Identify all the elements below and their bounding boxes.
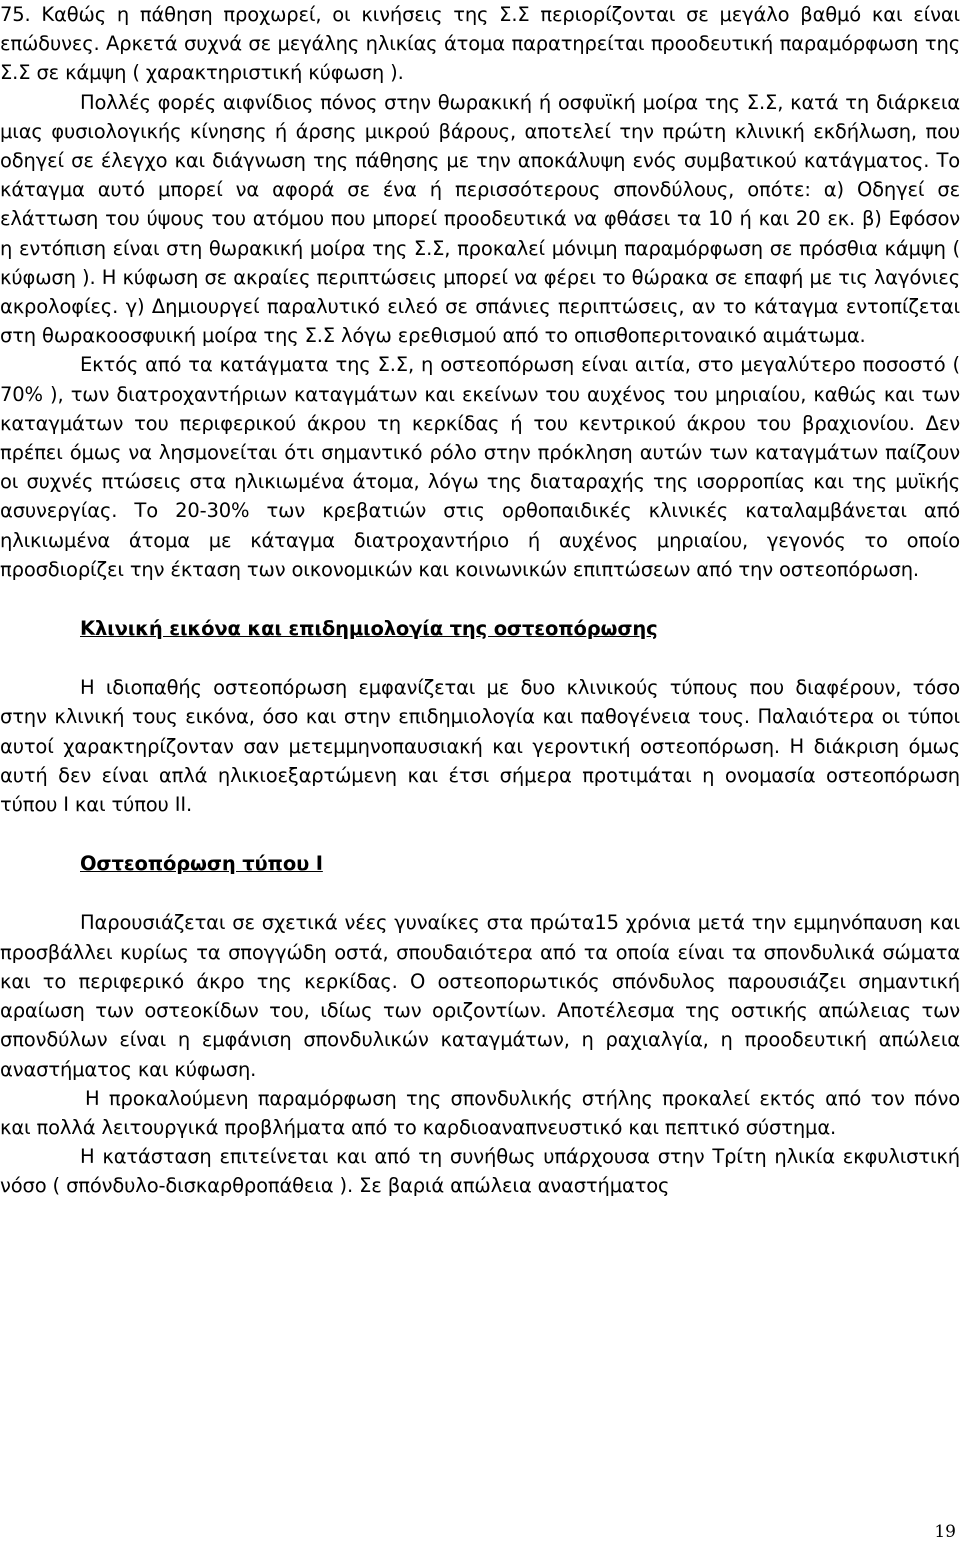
spacer (0, 819, 960, 849)
paragraph-fractures: Πολλές φορές αιφνίδιος πόνος στην θωρακική ή οσφυϊκή μοίρα της Σ.Σ, κατά τη διάρκεια μιας φυσιολογικής κίνησης ή άρσης μικρού βάρους, αποτελεί την πρώτη κλινική εκδήλωση, που οδηγεί σε έλεγχο και διάγνωση της πάθησης με την αποκάλυψη ενός συμβατικού κατάγματος. Το κάταγμα αυτό μπορεί να αφορά σε ένα ή περισσότερους σπονδύλους, οπότε: α) Οδηγεί σε ελάττωση του ύψους του ατόμου που μπορεί προοδευτικά να φθάσει τα 10 ή και 20 εκ. β) Εφόσον η εντόπιση είναι στη θωρακική μοίρα της Σ.Σ, προκαλεί μόνιμη παραμόρφωση σε πρόσθια κάμψη ( κύφωση ). Η κύφωση σε ακραίες περιπτώσεις μπορεί να φέρει το θώρακα σε επαφή με τις λαγόνιες ακρολοφίες. γ) Δημιουργεί παραλυτικό ειλεό σε σπάνιες περιπτώσεις, αν το κάταγμα εντοπίζεται στη θωρακοοσφυική μοίρα της Σ.Σ λόγω ερεθισμού από το οπισθοπεριτοναικό αιμάτωμα. (0, 90, 960, 348)
section-heading-type-1-text: Οστεοπόρωση τύπου Ι (80, 852, 323, 876)
paragraph-deformity: Η προκαλούμενη παραμόρφωση της σπονδυλικής στήλης προκαλεί εκτός από τον πόνο και πολλά λειτουργικά προβλήματα από το καρδιοαναπνευστικό και πεπτικό σύστημα. (0, 1086, 960, 1139)
spacer (0, 643, 960, 673)
section-heading-clinical-text: Κλινική εικόνα και επιδημιολογία της οστεοπόρωσης (80, 617, 658, 641)
spacer (0, 584, 960, 614)
section-heading-type-1 (0, 849, 960, 878)
section-heading-clinical (0, 614, 960, 643)
paragraph-hip-fractures: Εκτός από τα κατάγματα της Σ.Σ, η οστεοπόρωση είναι αιτία, στο μεγαλύτερο ποσοστό ( 70% ), των διατροχαντήριων καταγμάτων και εκείνων του αυχένος του μηριαίου, καθώς και των καταγμάτων του περιφερικού άκρου τη κερκίδας ή του κεντρικού άκρου του βραχιονίου. Δεν πρέπει όμως να λησμονείται ότι σημαντικό ρόλο στην πρόκληση αυτών των καταγμάτων παίζουν οι συχνές πτώσεις στα ηλικιωμένα άτομα, λόγω της διαταραχής της ισορροπίας και της μυϊκής ασυνεργίας. Το 20-30% των κρεβατιών στις ορθοπαιδικές κλινικές καταλαμβάνεται από ηλικιωμένα άτομα με κάταγμα διατροχαντήριο ή αυχένος μηριαίου, γεγονός το οποίο προσδιορίζει την έκταση των οικονομικών και κοινωνικών επιπτώσεων από την οστεοπόρωση. (0, 353, 960, 581)
page-number: 19 (934, 1522, 956, 1542)
paragraph-degeneration: 75. Καθώς η πάθηση προχωρεί, οι κινήσεις της Σ.Σ περιορίζονται σε μεγάλο βαθμό και είναι επώδυνες. Αρκετά συχνά σε μεγάλης ηλικίας άτομα παρατηρείται προοδευτική παραμόρφωση της Σ.Σ σε κάμψη ( χαρακτηριστική κύφωση ). (0, 3, 960, 85)
paragraph-type-1-description: Παρουσιάζεται σε σχετικά νέες γυναίκες στα πρώτα15 χρόνια μετά την εμμηνόπαυση και προσβάλλει κυρίως τα σπογγώδη οστά, σπουδαιότερα από τα οποία είναι τα σπονδυλικά σώματα και το περιφερικό άκρο της κερκίδας. Ο οστεοπορωτικός σπόνδυλος παρουσιάζει σημαντική αραίωση των οστεοκίδων του, ιδίως των οριζοντίων. Αποτέλεσμα της οστικής απώλειας των σπονδύλων είναι η εμφάνιση σπονδυλικών καταγμάτων, η ραχιαλγία, η προοδευτική απώλεια αναστήματος και κύφωση. (0, 911, 960, 1081)
spacer (0, 878, 960, 908)
paragraph-types: Η ιδιοπαθής οστεοπόρωση εμφανίζεται με δυο κλινικούς τύπους που διαφέρουν, τόσο στην κλινική τους εικόνα, όσο και στην επιδημιολογία και παθογένεια τους. Παλαιότερα οι τύποι αυτοί χαρακτηρίζονταν σαν μετεμμηνοπαυσιακή και γεροντική οστεοπόρωση. Η διάκριση όμως αυτή δεν είναι απλά ηλικιοεξαρτώμενη και έτσι σήμερα προτιμάται η ονομασία οστεοπόρωση τύπου Ι και τύπου ΙΙ. (0, 676, 960, 817)
paragraph-degenerative-disease: Η κατάσταση επιτείνεται και από τη συνήθως υπάρχουσα στην Τρίτη ηλικία εκφυλιστική νόσο ( σπόνδυλο-δισκαρθροπάθεια ). Σε βαριά απώλεια αναστήματος (0, 1145, 960, 1198)
